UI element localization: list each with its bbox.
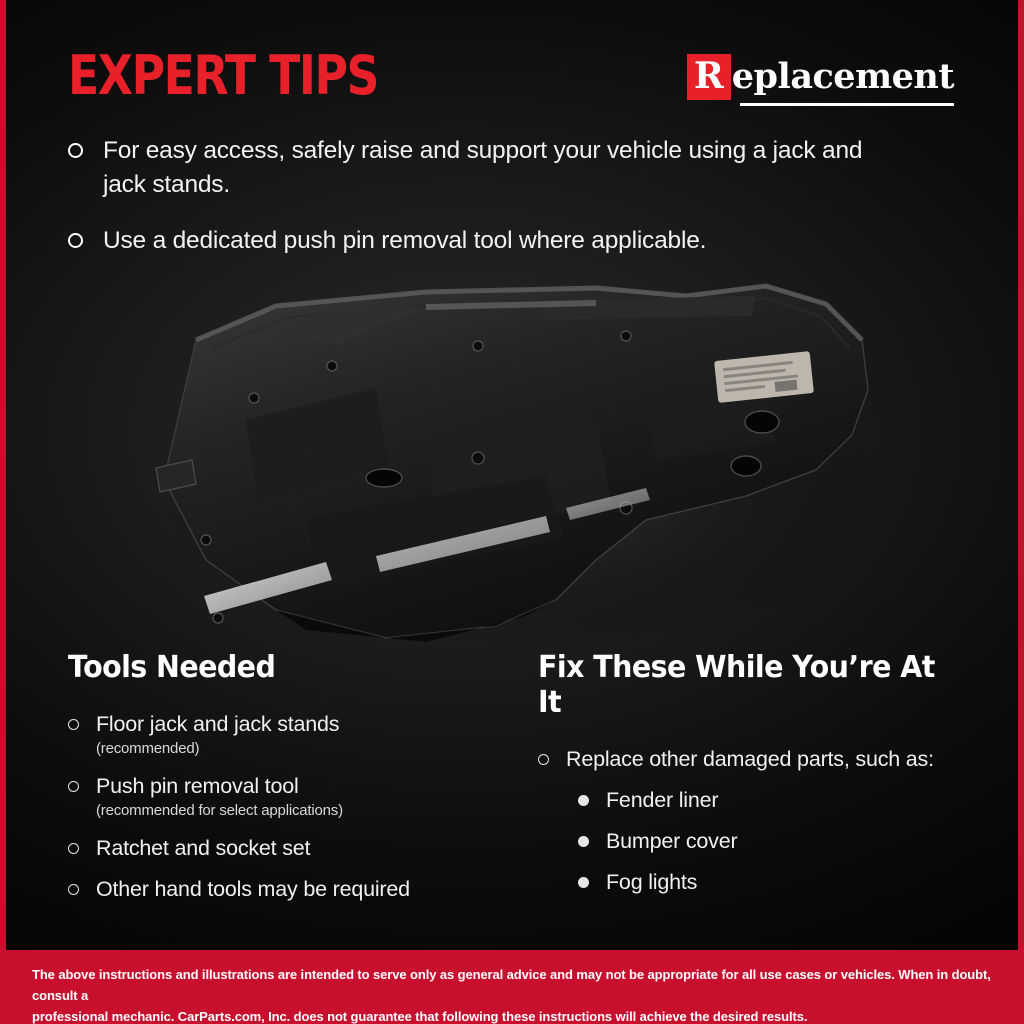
bottom-columns: [68, 650, 966, 917]
list-item: [578, 828, 966, 855]
tool-label: Ratchet and socket set: [96, 836, 311, 860]
tool-label: Push pin removal tool: [96, 774, 299, 798]
circle-bullet-icon: [68, 781, 79, 792]
disclaimer-footer: [6, 950, 1018, 1024]
circle-bullet-icon: [68, 884, 79, 895]
list-item: [538, 746, 966, 773]
page-title: EXPERT TIPS: [68, 44, 378, 107]
dot-bullet-icon: [578, 836, 589, 847]
list-item: [578, 787, 966, 814]
circle-bullet-icon: [68, 843, 79, 854]
tool-note: (recommended): [96, 740, 200, 757]
tip-text: Use a dedicated push pin removal tool where applicable.: [103, 227, 707, 254]
logo-word: eplacement: [731, 56, 954, 97]
header: [6, 38, 1018, 128]
disclaimer-line-2: professional mechanic. CarParts.com, Inc. does not guarantee that following these instructions will achieve the desired results.: [32, 1009, 808, 1024]
replacement-logo: [687, 54, 954, 106]
fix-lead-text: Replace other damaged parts, such as:: [566, 747, 934, 771]
tool-note: (recommended for select applications): [96, 802, 343, 819]
fix-item-label: Fog lights: [606, 870, 698, 894]
fix-these-column: [538, 650, 966, 917]
circle-bullet-icon: [538, 754, 549, 765]
tip-text: For easy access, safely raise and support your vehicle using a jack and jack stands.: [103, 137, 863, 198]
list-item: [68, 224, 958, 258]
list-item: [68, 134, 958, 202]
list-item: [68, 773, 538, 821]
circle-bullet-icon: [68, 233, 83, 248]
logo-underline: [740, 103, 954, 106]
product-image: [126, 270, 916, 660]
list-item: [68, 835, 538, 862]
dot-bullet-icon: [578, 795, 589, 806]
fix-item-label: Bumper cover: [606, 829, 738, 853]
engine-splash-shield-illustration: [126, 270, 916, 660]
fix-item-label: Fender liner: [606, 788, 719, 812]
disclaimer-line-1: The above instructions and illustrations are intended to serve only as general advice and may not be appropriate for all use cases or vehicles. When in doubt, consult a: [32, 967, 991, 1003]
list-item: [68, 876, 538, 903]
tool-label: Other hand tools may be required: [96, 877, 410, 901]
list-item: [68, 711, 538, 759]
tools-needed-column: [68, 650, 538, 917]
circle-bullet-icon: [68, 719, 79, 730]
circle-bullet-icon: [68, 143, 83, 158]
tool-label: Floor jack and jack stands: [96, 712, 340, 736]
fix-sublist: [578, 787, 966, 896]
tools-heading: Tools Needed: [68, 650, 276, 685]
fix-heading: Fix These While You’re At It: [538, 650, 935, 720]
expert-tips-list: [68, 134, 958, 280]
logo-badge-letter: R: [687, 54, 731, 100]
dot-bullet-icon: [578, 877, 589, 888]
list-item: [578, 869, 966, 896]
